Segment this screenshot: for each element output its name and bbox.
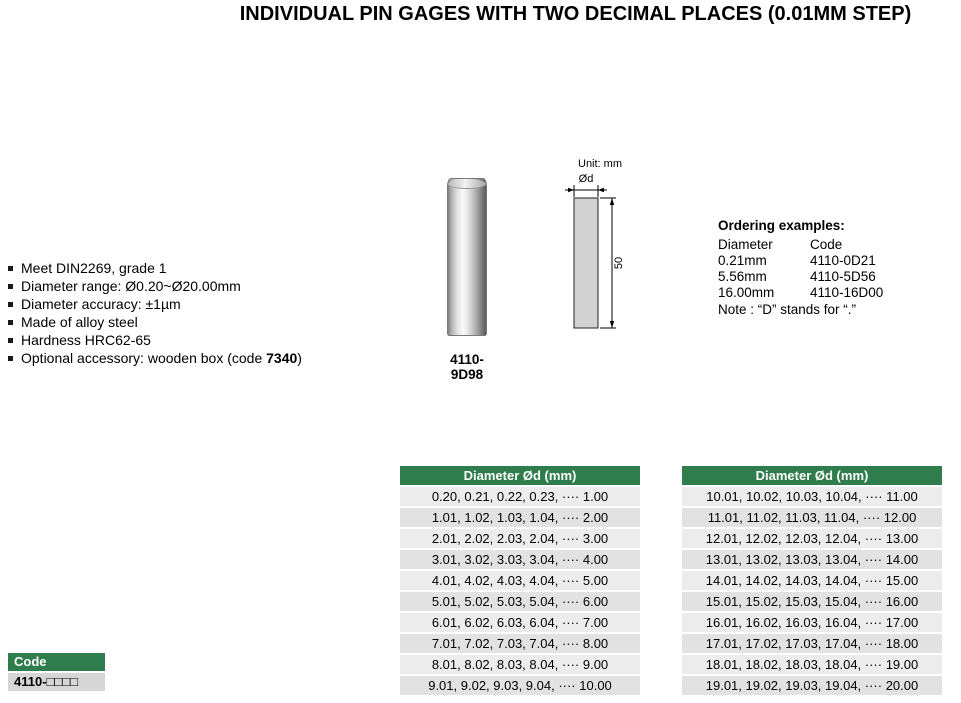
table-row: 11.01, 11.02, 11.03, 11.04, ···· 12.00 xyxy=(682,508,942,527)
product-code-label: 4110-9D98 xyxy=(450,352,484,382)
table-header: Diameter Ød (mm) xyxy=(682,466,942,485)
feature-text: Made of alloy steel xyxy=(21,314,138,330)
table-row: 19.01, 19.02, 19.03, 19.04, ···· 20.00 xyxy=(682,676,942,695)
length-dimension-label: 50 xyxy=(613,256,625,270)
code-block-header: Code xyxy=(8,653,105,671)
table-row: 4.01, 4.02, 4.03, 4.04, ···· 5.00 xyxy=(400,571,640,590)
table-row: 5.01, 5.02, 5.03, 5.04, ···· 6.00 xyxy=(400,592,640,611)
ordering-code: 4110-16D00 xyxy=(810,285,884,300)
ordering-col-diameter: Diameter xyxy=(718,237,773,252)
ordering-header-row xyxy=(718,237,883,253)
feature-item xyxy=(8,331,302,349)
technical-drawing xyxy=(556,158,656,350)
table-row: 15.01, 15.02, 15.03, 15.04, ···· 16.00 xyxy=(682,592,942,611)
bullet-icon xyxy=(8,302,13,307)
dimension-drawing xyxy=(556,170,656,345)
table-row: 14.01, 14.02, 14.03, 14.04, ···· 15.00 xyxy=(682,571,942,590)
table-row: 17.01, 17.02, 17.03, 17.04, ···· 18.00 xyxy=(682,634,942,653)
ordering-col-code: Code xyxy=(810,237,843,252)
diameter-table-left xyxy=(400,466,640,697)
table-row: 8.01, 8.02, 8.03, 8.04, ···· 9.00 xyxy=(400,655,640,674)
ordering-diameter: 16.00mm xyxy=(718,285,775,300)
table-row: 3.01, 3.02, 3.03, 3.04, ···· 4.00 xyxy=(400,550,640,569)
accessory-code: 7340 xyxy=(266,350,298,366)
feature-item xyxy=(8,295,302,313)
ordering-code: 4110-5D56 xyxy=(810,269,876,284)
feature-text: Optional accessory: wooden box (code xyxy=(21,350,267,366)
table-header: Diameter Ød (mm) xyxy=(400,466,640,485)
ordering-note: Note : “D” stands for “.” xyxy=(718,302,857,317)
table-row: 2.01, 2.02, 2.03, 2.04, ···· 3.00 xyxy=(400,529,640,548)
ordering-row xyxy=(718,269,883,285)
table-row: 9.01, 9.02, 9.03, 9.04, ···· 10.00 xyxy=(400,676,640,695)
ordering-diameter: 5.56mm xyxy=(718,269,767,284)
ordering-code: 4110-0D21 xyxy=(810,253,876,268)
pin-gage-image xyxy=(447,178,487,336)
table-row: 13.01, 13.02, 13.03, 13.04, ···· 14.00 xyxy=(682,550,942,569)
table-row: 7.01, 7.02, 7.03, 7.04, ···· 8.00 xyxy=(400,634,640,653)
bullet-icon xyxy=(8,338,13,343)
feature-item xyxy=(8,277,302,295)
code-block xyxy=(8,653,105,691)
feature-item xyxy=(8,349,302,367)
feature-list xyxy=(8,259,302,367)
table-row: 1.01, 1.02, 1.03, 1.04, ···· 2.00 xyxy=(400,508,640,527)
page-title: INDIVIDUAL PIN GAGES WITH TWO DECIMAL PLACES (0.01MM STEP) xyxy=(239,3,912,25)
product-photo-block xyxy=(437,178,497,382)
unit-label: Unit: mm xyxy=(578,158,622,170)
table-row: 18.01, 18.02, 18.03, 18.04, ···· 19.00 xyxy=(682,655,942,674)
bullet-icon xyxy=(8,356,13,361)
feature-text: Diameter range: Ø0.20~Ø20.00mm xyxy=(21,278,241,294)
diameter-table-right xyxy=(682,466,942,697)
ordering-row xyxy=(718,285,883,301)
diameter-dimension-label: Ød xyxy=(578,173,594,185)
feature-text: Diameter accuracy: ±1µm xyxy=(21,296,181,312)
table-row: 16.01, 16.02, 16.03, 16.04, ···· 17.00 xyxy=(682,613,942,632)
table-row: 12.01, 12.02, 12.03, 12.04, ···· 13.00 xyxy=(682,529,942,548)
bullet-icon xyxy=(8,320,13,325)
pin-outline xyxy=(574,198,598,328)
feature-item xyxy=(8,313,302,331)
ordering-title: Ordering examples: xyxy=(718,218,845,233)
bullet-icon xyxy=(8,266,13,271)
table-row: 6.01, 6.02, 6.03, 6.04, ···· 7.00 xyxy=(400,613,640,632)
feature-text: ) xyxy=(297,350,302,366)
table-row: 10.01, 10.02, 10.03, 10.04, ···· 11.00 xyxy=(682,487,942,506)
feature-text: Meet DIN2269, grade 1 xyxy=(21,260,167,276)
ordering-row xyxy=(718,253,883,269)
bullet-icon xyxy=(8,284,13,289)
feature-text: Hardness HRC62-65 xyxy=(21,332,151,348)
ordering-diameter: 0.21mm xyxy=(718,253,767,268)
ordering-examples xyxy=(718,218,883,318)
feature-item xyxy=(8,259,302,277)
code-block-value: 4110-□□□□ xyxy=(8,673,105,691)
table-row: 0.20, 0.21, 0.22, 0.23, ···· 1.00 xyxy=(400,487,640,506)
